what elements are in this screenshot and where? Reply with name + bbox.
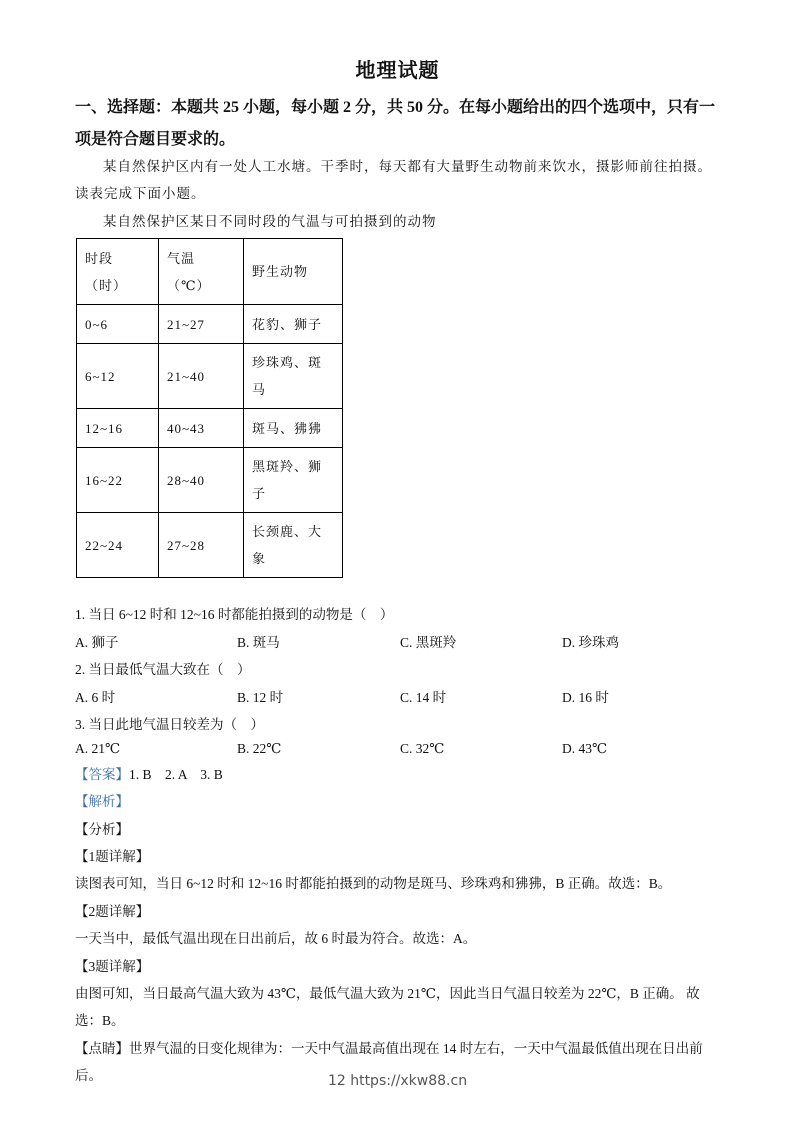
answer-value: 1. B 2. A 3. B [129,767,223,782]
intro-paragraph [75,153,720,207]
option-c: C. 14 时 [400,690,447,705]
option-b: B. 斑马 [237,635,280,650]
q2-detail-label: 【2题详解】 [75,904,150,919]
q2-detail-text: 一天当中，最低气温出现在日出前后，故 6 时最为符合。故选：A。 [75,931,477,946]
question-stem: 1. 当日 6~12 时和 12~16 时都能拍摄到的动物是（ ） [75,607,394,622]
table-row [77,409,343,448]
table-row [77,448,343,513]
cell-temp: 28~40 [159,448,244,513]
option-row [75,741,725,761]
page-title: 地理试题 [355,60,440,82]
header-period-line2: （时） [85,277,128,293]
table-row [77,305,343,344]
table-caption: 某自然保护区某日不同时段的气温与可拍摄到的动物 [103,214,437,229]
cell-temp: 21~27 [159,305,244,344]
cell-animals: 花豹、狮子 [244,305,343,344]
q3-detail-text: 由图可知，当日最高气温大致为 43℃，最低气温大致为 21℃，因此当日气温日较差为 22℃，B 正确。 故选：B。 [75,986,700,1028]
option-b: B. 22℃ [237,741,282,756]
cell-period: 0~6 [77,305,159,344]
intro-text: 某自然保护区内有一处人工水塘。干季时，每天都有大量野生动物前来饮水，摄影师前往拍摄。读表完成下面小题。 [75,159,712,201]
q1-detail-label: 【1题详解】 [75,849,150,864]
data-table [76,238,343,578]
option-row [75,686,725,706]
cell-temp: 27~28 [159,513,244,578]
cell-temp: 40~43 [159,409,244,448]
cell-period: 6~12 [77,344,159,409]
cell-animals: 斑马、狒狒 [244,409,343,448]
option-a: A. 狮子 [75,635,119,650]
option-c: C. 32℃ [400,741,445,756]
tip-label: 【点睛】 [75,1041,129,1056]
option-b: B. 12 时 [237,690,284,705]
option-c: C. 黑斑羚 [400,635,457,650]
question-stem: 3. 当日此地气温日较差为（ ） [75,717,264,732]
table-header-row [77,239,343,305]
option-a: A. 21℃ [75,741,121,756]
option-a: A. 6 时 [75,690,116,705]
option-d: D. 珍珠鸡 [562,635,619,650]
cell-temp: 21~40 [159,344,244,409]
q3-detail-label: 【3题详解】 [75,959,150,974]
answer-line [75,761,720,788]
cell-period: 22~24 [77,513,159,578]
cell-animals: 长颈鹿、大象 [244,513,343,578]
cell-animals: 珍珠鸡、斑马 [244,344,343,409]
cell-period: 12~16 [77,409,159,448]
tip-text: 世界气温的日变化规律为：一天中气温最高值出现在 14 时左右，一天中气温最低值出现在日出前后。 [75,1041,703,1083]
option-d: D. 16 时 [562,690,609,705]
analysis-label-line [75,788,720,815]
header-period-line1: 时段 [85,250,114,266]
header-animals: 野生动物 [244,239,343,305]
header-period [77,239,159,305]
overview-label: 【分析】 [75,822,129,837]
option-row [75,631,725,651]
cell-animals: 黑斑羚、狮子 [244,448,343,513]
analysis-label: 【解析】 [75,794,129,809]
answer-label: 【答案】 [75,767,129,782]
q1-detail-text: 读图表可知，当日 6~12 时和 12~16 时都能拍摄到的动物是斑马、珍珠鸡和狒狒，B 正确。故选：B。 [75,876,672,891]
table-row [77,513,343,578]
question-stem: 2. 当日最低气温大致在（ ） [75,662,251,677]
header-temp [159,239,244,305]
header-temp-line1: 气温 [167,250,196,266]
cell-period: 16~22 [77,448,159,513]
header-temp-line2: （℃） [167,277,211,293]
table-row [77,344,343,409]
option-d: D. 43℃ [562,741,608,756]
section-heading: 一、选择题：本题共 25 小题，每小题 2 分，共 50 分。在每小题给出的四个选项中，只有一项是符合题目要求的。 [75,99,716,148]
page-footer: 12 https://xkw88.cn [327,1073,468,1089]
